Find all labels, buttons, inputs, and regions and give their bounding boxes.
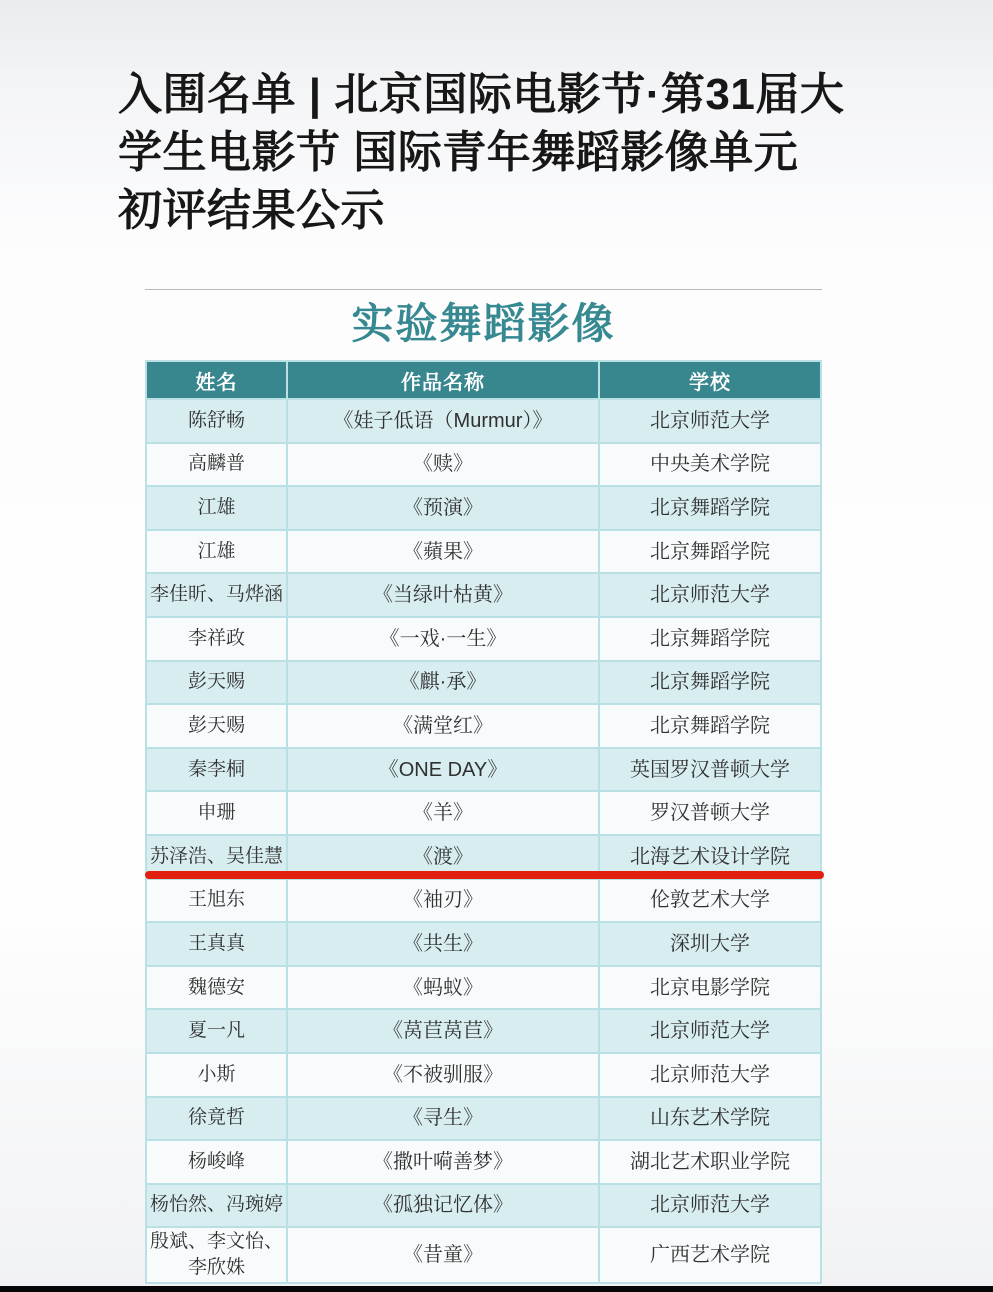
entries-table: [145, 360, 822, 1284]
work-cell: 《莴苣莴苣》: [288, 1010, 600, 1054]
table-header: [145, 360, 822, 400]
school-cell: 北京电影学院: [600, 967, 822, 1011]
school-cell: 北京舞蹈学院: [600, 618, 822, 662]
table-row: [145, 444, 822, 488]
table-row: [145, 749, 822, 793]
table-row: [145, 574, 822, 618]
section-title: 实验舞蹈影像: [351, 300, 616, 347]
section-divider: [145, 289, 822, 290]
name-cell: 徐竟哲: [145, 1098, 288, 1142]
name-cell: 秦李桐: [145, 749, 288, 793]
page-title-line: 入围名单 | 北京国际电影节·第31届大: [118, 70, 845, 119]
table-row: [145, 1010, 822, 1054]
name-cell: 小斯: [145, 1054, 288, 1098]
school-cell: 深圳大学: [600, 923, 822, 967]
name-cell: 魏德安: [145, 967, 288, 1011]
work-cell: 《赎》: [288, 444, 600, 488]
table-row: [145, 1185, 822, 1229]
table-row: [145, 1228, 822, 1284]
table-row: [145, 400, 822, 444]
table-body: [145, 400, 822, 1284]
work-cell: 《满堂红》: [288, 705, 600, 749]
name-cell: 王真真: [145, 923, 288, 967]
table-row: [145, 487, 822, 531]
table-row: [145, 1141, 822, 1185]
work-cell: 《一戏·一生》: [288, 618, 600, 662]
school-cell: 罗汉普顿大学: [600, 792, 822, 836]
school-cell: 广西艺术学院: [600, 1228, 822, 1284]
school-cell: 北京舞蹈学院: [600, 487, 822, 531]
work-cell: 《当绿叶枯黄》: [288, 574, 600, 618]
table-row: [145, 531, 822, 575]
name-cell: 杨峻峰: [145, 1141, 288, 1185]
school-cell: 山东艺术学院: [600, 1098, 822, 1142]
work-cell: 《渡》: [288, 836, 600, 880]
name-cell: 彭天赐: [145, 705, 288, 749]
table-row: [145, 880, 822, 924]
school-cell: 北京师范大学: [600, 400, 822, 444]
name-cell: 王旭东: [145, 880, 288, 924]
work-cell: 《麒·承》: [288, 662, 600, 706]
name-cell: 江雄: [145, 487, 288, 531]
table-row: [145, 662, 822, 706]
name-cell: 彭天赐: [145, 662, 288, 706]
name-cell: 苏泽浩、吴佳慧: [145, 836, 288, 880]
work-cell: 《孤独记忆体》: [288, 1185, 600, 1229]
work-cell: 《预演》: [288, 487, 600, 531]
work-cell: 《袖刃》: [288, 880, 600, 924]
name-cell: 杨怡然、冯琬婷: [145, 1185, 288, 1229]
table-row: [145, 792, 822, 836]
table-row: [145, 1054, 822, 1098]
name-cell: 高麟普: [145, 444, 288, 488]
name-cell: 陈舒畅: [145, 400, 288, 444]
name-cell: 江雄: [145, 531, 288, 575]
work-cell: 《蚂蚁》: [288, 967, 600, 1011]
name-cell: 殷斌、李文怡、李欣姝: [145, 1228, 288, 1284]
school-cell: 英国罗汉普顿大学: [600, 749, 822, 793]
school-cell: 中央美术学院: [600, 444, 822, 488]
table-header-row: [145, 360, 822, 400]
page-title: [118, 66, 918, 240]
school-cell: 北京舞蹈学院: [600, 705, 822, 749]
highlight-underline: [145, 871, 824, 879]
page-title-line: 学生电影节 国际青年舞蹈影像单元: [118, 128, 799, 177]
school-cell: 伦敦艺术大学: [600, 880, 822, 924]
work-cell: 《寻生》: [288, 1098, 600, 1142]
name-cell: 申珊: [145, 792, 288, 836]
school-cell: 湖北艺术职业学院: [600, 1141, 822, 1185]
work-cell: 《羊》: [288, 792, 600, 836]
column-header-work: 作品名称: [288, 360, 600, 400]
table-row: [145, 923, 822, 967]
school-cell: 北京师范大学: [600, 1054, 822, 1098]
school-cell: 北京师范大学: [600, 1010, 822, 1054]
column-header-school: 学校: [600, 360, 822, 400]
work-cell: 《蘋果》: [288, 531, 600, 575]
name-cell: 李佳昕、马烨涵: [145, 574, 288, 618]
school-cell: 北京舞蹈学院: [600, 531, 822, 575]
work-cell: 《ONE DAY》: [288, 749, 600, 793]
work-cell: 《昔童》: [288, 1228, 600, 1284]
name-cell: 夏一凡: [145, 1010, 288, 1054]
column-header-name: 姓名: [145, 360, 288, 400]
table-row: [145, 967, 822, 1011]
name-cell: 李祥政: [145, 618, 288, 662]
work-cell: 《不被驯服》: [288, 1054, 600, 1098]
work-cell: 《共生》: [288, 923, 600, 967]
table-row: [145, 705, 822, 749]
school-cell: 北京师范大学: [600, 574, 822, 618]
table-row: [145, 1098, 822, 1142]
work-cell: 《撒叶嗬善梦》: [288, 1141, 600, 1185]
bottom-bar: [0, 1286, 993, 1292]
school-cell: 北海艺术设计学院: [600, 836, 822, 880]
school-cell: 北京师范大学: [600, 1185, 822, 1229]
work-cell: 《娃子低语（Murmur）》: [288, 400, 600, 444]
page-title-line: 初评结果公示: [118, 186, 385, 235]
table-row: [145, 618, 822, 662]
school-cell: 北京舞蹈学院: [600, 662, 822, 706]
